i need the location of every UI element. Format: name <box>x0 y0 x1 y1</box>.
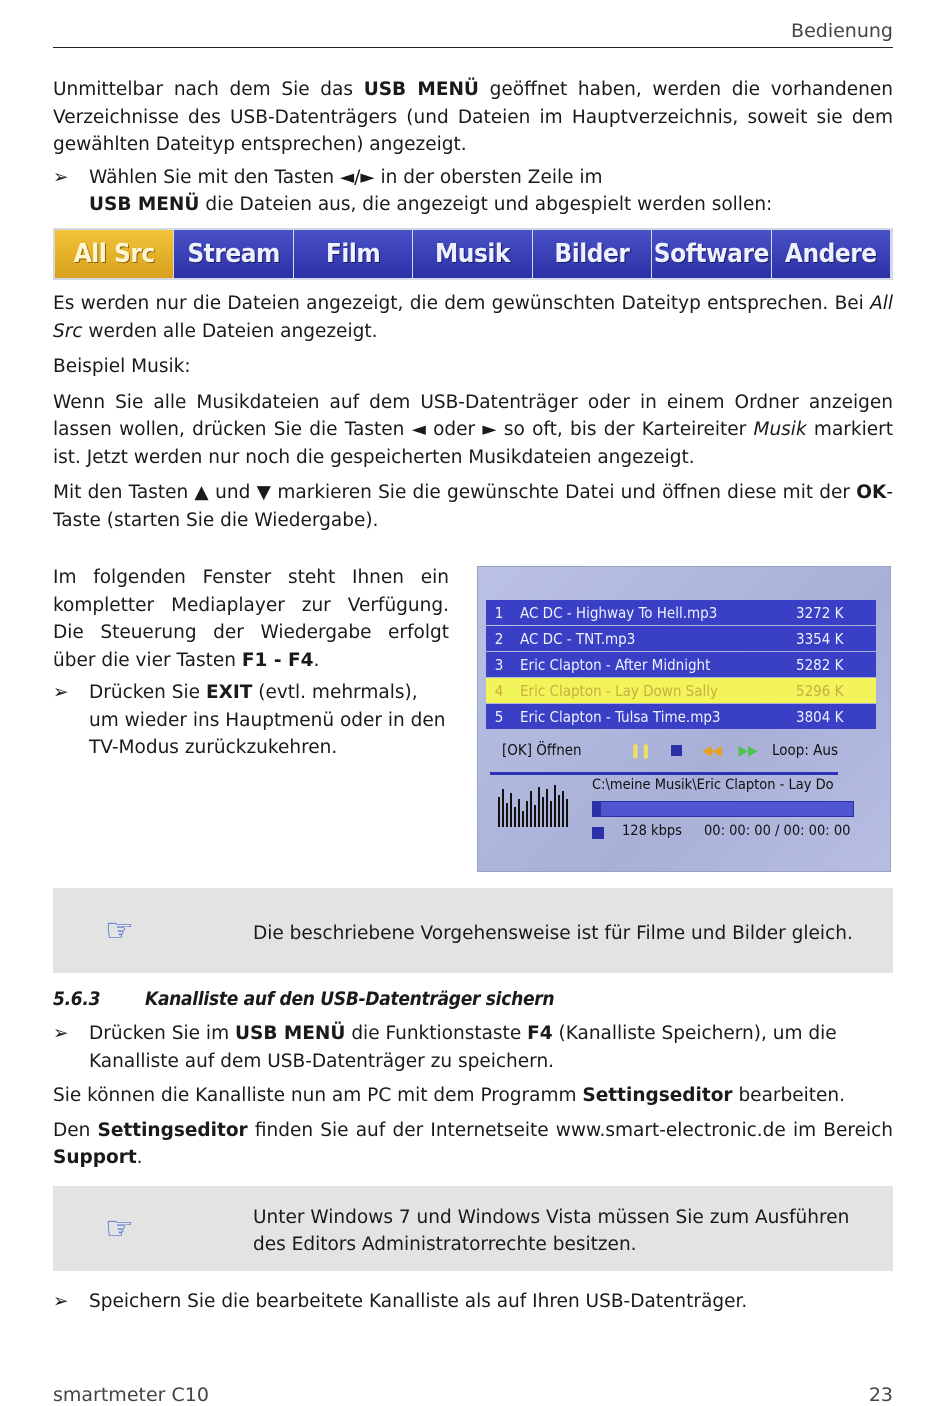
track-row[interactable]: 5 Eric Clapton - Tulsa Time.mp3 3804 K <box>486 704 876 729</box>
intro-block <box>53 76 893 219</box>
loop-status: Loop: Aus <box>772 741 838 759</box>
current-file-path: C:\meine Musik\Eric Clapton - Lay Do <box>592 777 834 793</box>
page <box>53 0 893 1404</box>
pointing-hand-icon: ☞ <box>105 1209 134 1247</box>
paragraph-ok-key: Mit den Tasten ▲ und ▼ markieren Sie die gewünschte Datei und öffnen diese mit der OK-Taste (starten Sie die Wiedergabe). <box>53 482 893 531</box>
final-bullet-block <box>53 1288 893 1316</box>
page-number: 23 <box>868 1384 893 1406</box>
equalizer-icon <box>498 783 578 827</box>
track-row-selected[interactable]: 4 Eric Clapton - Lay Down Sally 5296 K <box>486 678 876 703</box>
paragraph-settingseditor: Sie können die Kanalliste nun am PC mit dem Programm Settingseditor bearbeiten. <box>53 1085 846 1106</box>
playback-time: 00: 00: 00 / 00: 00: 00 <box>704 823 851 839</box>
note-text-2: Unter Windows 7 und Windows Vista müssen Sie zum Ausführen des Editors Administratorrechte besitzen. <box>253 1207 850 1255</box>
section-title: Kanalliste auf den USB-Datenträger sichern <box>145 988 555 1010</box>
section-heading <box>53 988 554 1010</box>
bitrate-marker <box>592 827 604 839</box>
note-box-1 <box>53 888 893 973</box>
media-player-screenshot <box>477 566 891 872</box>
page-footer <box>53 1384 893 1406</box>
footer-product: smartmeter C10 <box>53 1384 209 1406</box>
seek-bar[interactable] <box>592 801 854 817</box>
open-hint: [OK] Öffnen <box>502 741 582 759</box>
filter-explanation <box>53 290 893 534</box>
bitrate: 128 kbps <box>622 823 682 839</box>
intro-paragraph: Unmittelbar nach dem Sie das USB MENÜ geöffnet haben, werden die vorhandenen Verzeichnisse des USB-Datenträgers (und Dateien im Hauptverzeichnis, soweit sie dem gewählten Dateityp entsprechen) angezeigt. <box>53 79 893 155</box>
tab-musik[interactable]: Musik <box>413 230 531 278</box>
track-row[interactable]: 3 Eric Clapton - After Midnight 5282 K <box>486 652 876 677</box>
bullet-save: ➢ Speichern Sie die bearbeitete Kanalliste als auf Ihren USB-Datenträger. <box>53 1288 893 1316</box>
mediaplayer-description <box>53 564 449 762</box>
paragraph-music-example: Wenn Sie alle Musikdateien auf dem USB-Datenträger oder in einem Ordner anzeigen lassen wollen, drücken Sie die Tasten ◄ oder ► so oft, bis der Karteireiter Musik markiert ist. Jetzt werden nur noch die gespeicherten Musikdateien angezeigt. <box>53 391 893 468</box>
usb-menu-tab-strip <box>53 228 893 280</box>
note-box-2 <box>53 1186 893 1271</box>
stop-icon[interactable] <box>666 743 686 759</box>
paragraph-filter: Es werden nur die Dateien angezeigt, die dem gewünschten Dateityp entsprechen. Bei All Src werden alle Dateien angezeigt. <box>53 293 893 342</box>
pause-icon[interactable]: ❚❚ <box>630 743 652 759</box>
header-section-title: Bedienung <box>791 20 893 42</box>
player-control-row <box>502 741 872 765</box>
bullet-arrow-icon: ➢ <box>53 1291 69 1312</box>
tab-film[interactable]: Film <box>294 230 412 278</box>
bullet-arrow-icon: ➢ <box>53 1023 69 1044</box>
tab-andere[interactable]: Andere <box>772 230 890 278</box>
tab-bilder[interactable]: Bilder <box>533 230 651 278</box>
fast-forward-icon[interactable]: ▶▶ <box>738 743 758 759</box>
bullet-arrow-icon: ➢ <box>53 166 69 188</box>
divider-line <box>490 772 838 775</box>
bullet-arrow-icon: ➢ <box>53 682 69 703</box>
track-row[interactable]: 1 AC DC - Highway To Hell.mp3 3272 K <box>486 600 876 625</box>
rewind-icon[interactable]: ◀◀ <box>702 743 722 759</box>
tab-stream[interactable]: Stream <box>174 230 292 278</box>
track-list <box>486 600 876 730</box>
paragraph-download: Den Settingseditor finden Sie auf der Internetseite www.smart-electronic.de im Bereich Support. <box>53 1119 893 1168</box>
section-body <box>53 1020 893 1172</box>
tab-all-src[interactable]: All Src <box>55 230 173 278</box>
seek-knob[interactable] <box>593 802 601 816</box>
transport-controls <box>630 743 758 759</box>
tab-software[interactable]: Software <box>652 230 770 278</box>
running-header <box>53 20 893 48</box>
paragraph-example-heading: Beispiel Musik: <box>53 356 191 377</box>
paragraph-mediaplayer: Im folgenden Fenster steht Ihnen ein kompletter Mediaplayer zur Verfügung. Die Steuerung der Wiedergabe erfolgt über die vier Tasten F1 - F4. <box>53 567 449 671</box>
bullet-select-tabs: ➢ Wählen Sie mit den Tasten ◄/► in der obersten Zeile im USB MENÜ die Dateien aus, die angezeigt und abgespielt werden sollen: <box>53 164 893 219</box>
bullet-f4: ➢ Drücken Sie im USB MENÜ die Funktionstaste F4 (Kanalliste Speichern), um die Kanalliste auf dem USB-Datenträger zu speichern. <box>53 1020 893 1075</box>
note-text-1: Die beschriebene Vorgehensweise ist für Filme und Bilder gleich. <box>253 923 853 944</box>
track-row[interactable]: 2 AC DC - TNT.mp3 3354 K <box>486 626 876 651</box>
bullet-exit: ➢ Drücken Sie EXIT (evtl. mehrmals), um wieder ins Hauptmenü oder in den TV-Modus zurückzukehren. <box>53 679 449 762</box>
section-number: 5.6.3 <box>53 988 101 1010</box>
pointing-hand-icon: ☞ <box>105 911 134 949</box>
